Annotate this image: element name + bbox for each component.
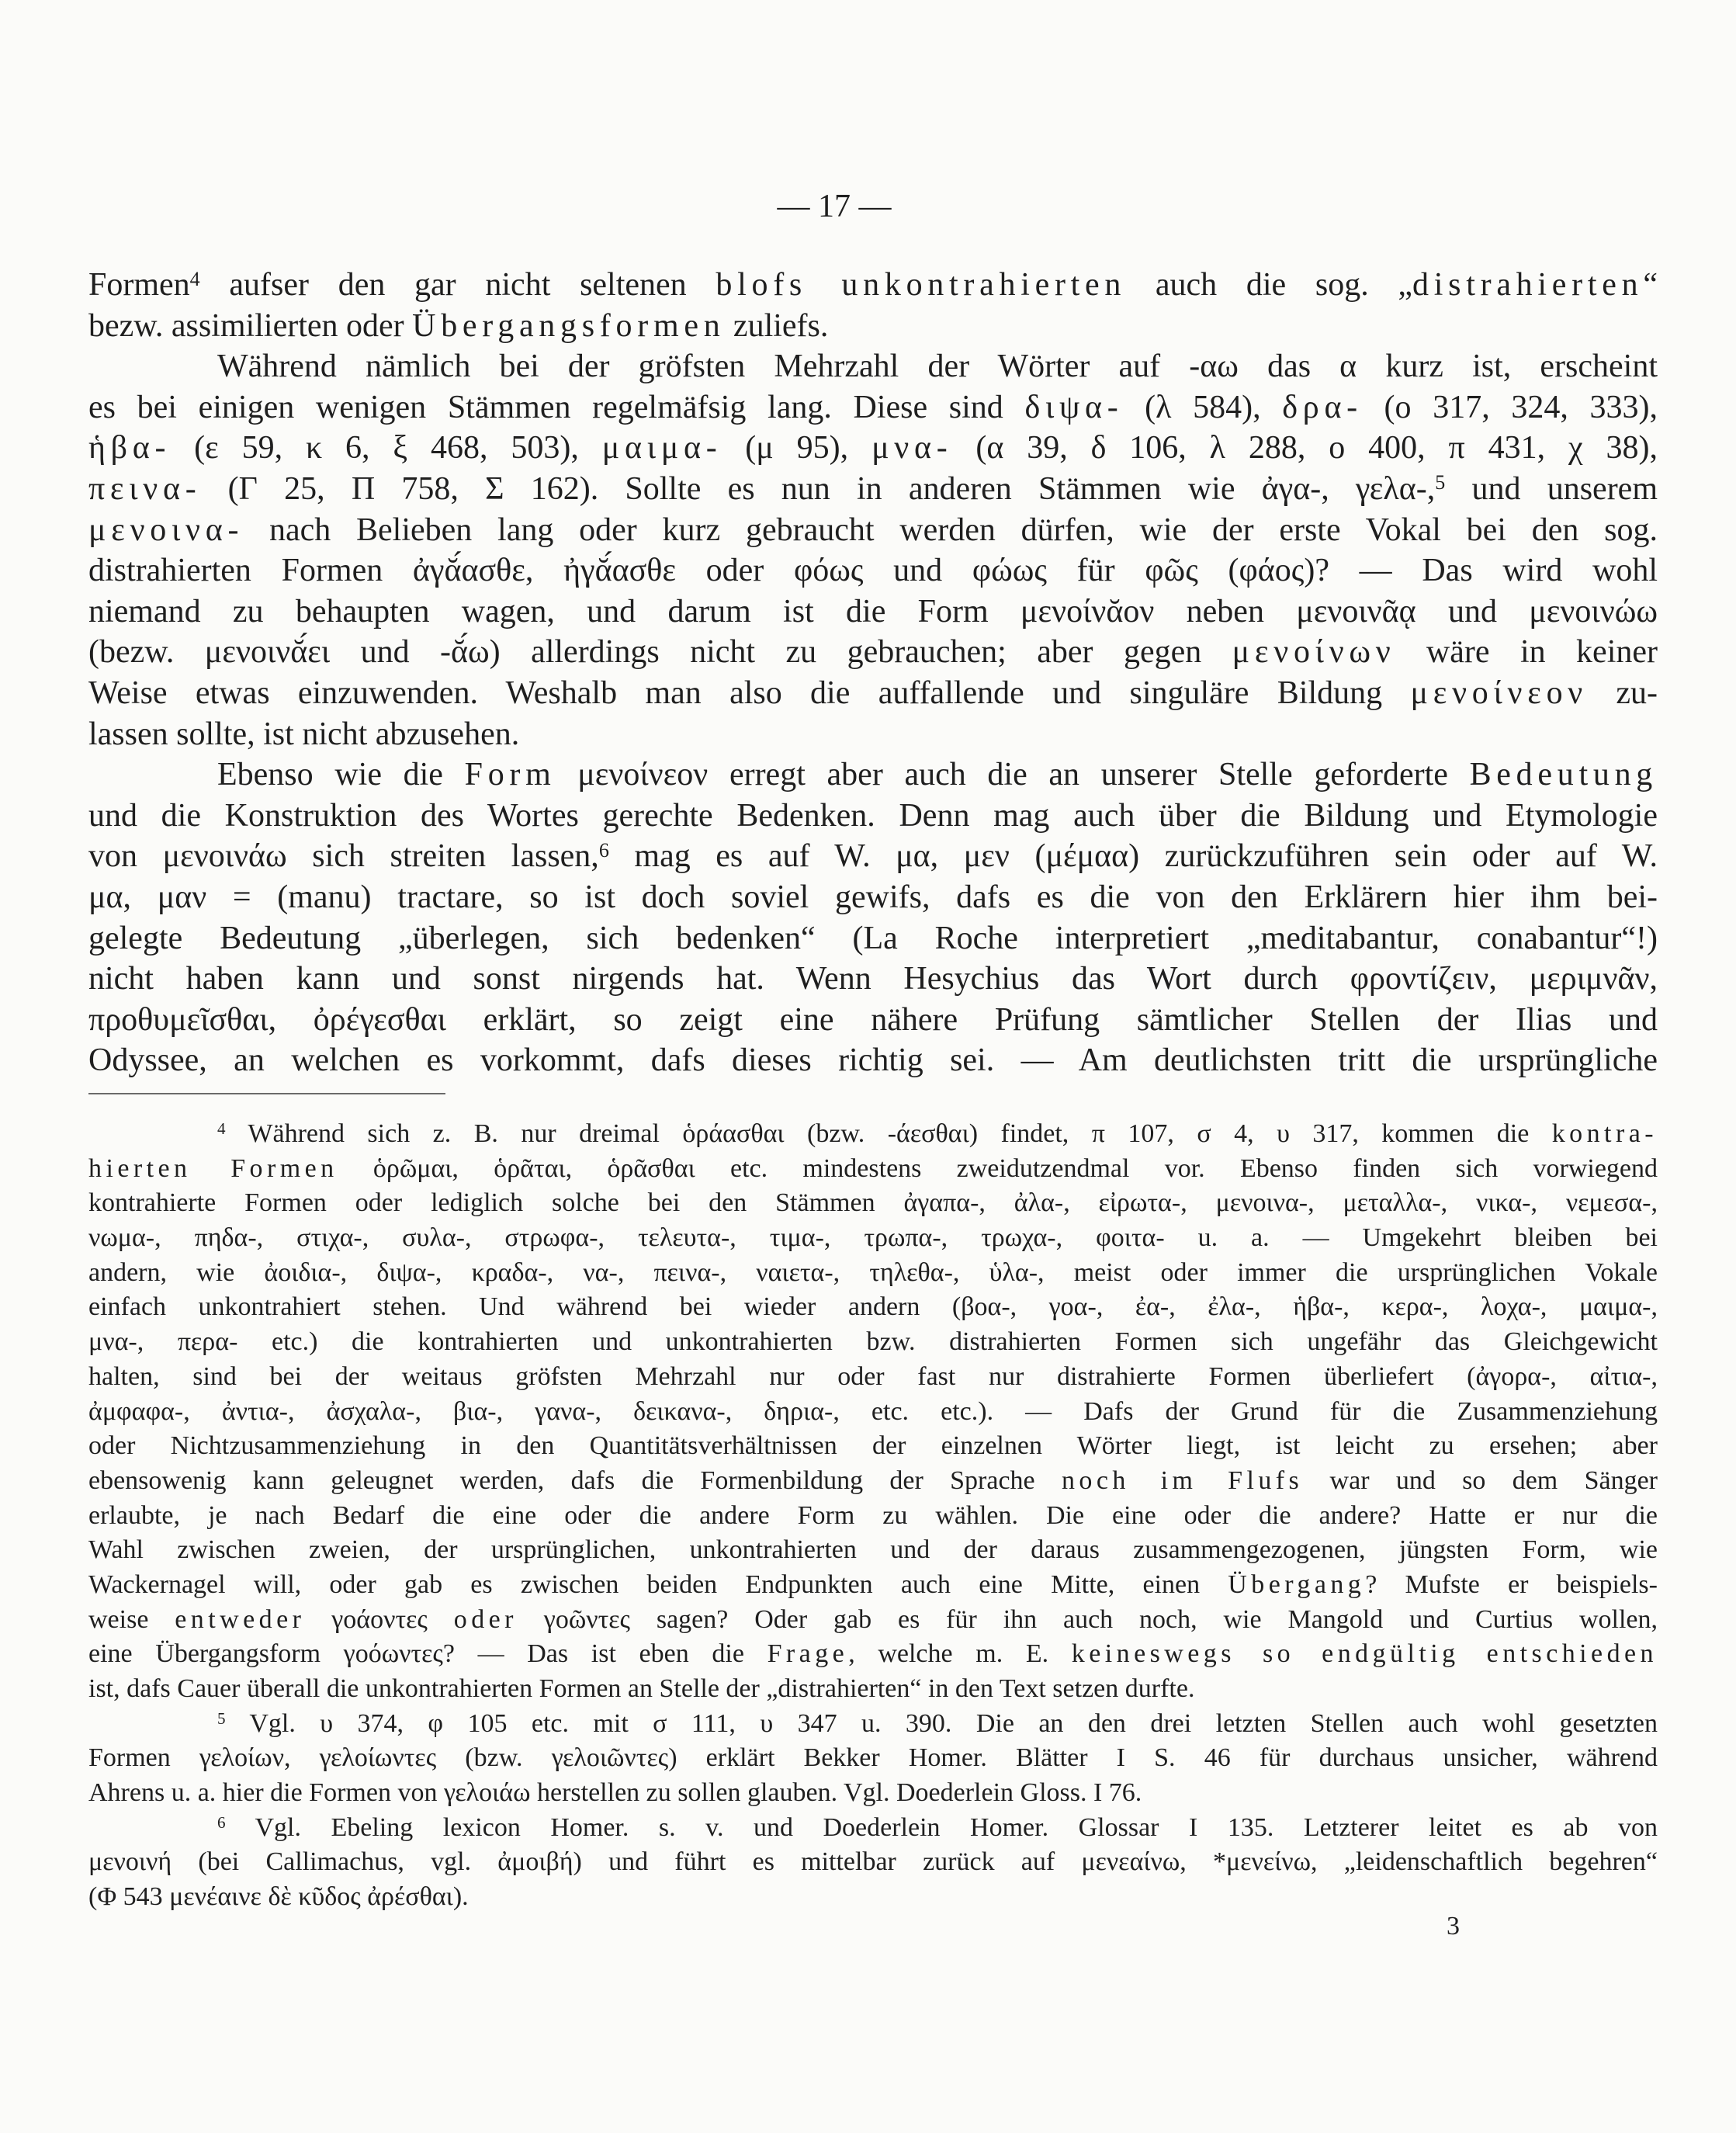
main-paragraph (88, 754, 1658, 1081)
spaced-text-run: μενοινα- (88, 512, 244, 548)
text-run: wäre in keiner (1395, 634, 1658, 671)
text-run: Während sich z. B. nur dreimal ὁράασθαι (bzw. -άεσθαι) findet, π 107, σ 4, υ 317, kommen die (225, 1119, 1552, 1148)
spaced-text-run: μνα- (871, 430, 953, 466)
text-run: Vgl. Ebeling lexicon Homer. s. v. und Doederlein Homer. Glossar I 135. Letzterer leitet es ab von (225, 1812, 1658, 1842)
footnote-line (88, 1256, 1658, 1291)
main-text-line (88, 387, 1658, 428)
text-run: (λ 584), (1123, 389, 1283, 425)
footnote-line (88, 1637, 1658, 1672)
main-text-line (88, 918, 1658, 959)
footnotes (88, 1117, 1658, 1915)
text-run: (ε 59, κ 6, ξ 468, 503), (171, 430, 602, 466)
text-run: niemand zu behaupten wagen, und darum ist die Form μενοίνᾰον neben μενοινᾶᾳ und μενοινώω (88, 593, 1658, 629)
main-text-line (88, 428, 1658, 469)
spaced-text-run: μενοίνεον (1410, 675, 1589, 711)
text-run: Formen γελοίων, γελοίωντες (bzw. γελοιῶντες) erklärt Bekker Homer. Blätter I S. 46 für durchaus unsicher, während (88, 1743, 1658, 1773)
text-run: (Γ 25, Π 758, Σ 162). Sollte es nun in anderen Stämmen wie ἀγα-, γελα-, (201, 470, 1436, 507)
main-text-line (88, 632, 1658, 673)
main-text-line (88, 510, 1658, 551)
main-text-line (88, 714, 1658, 755)
spaced-text-run: πεινα- (88, 470, 202, 507)
spaced-text-run: διψα- (1024, 389, 1124, 425)
footnote-line (88, 1429, 1658, 1464)
main-text-line (88, 673, 1658, 714)
text-run: μενοίνεον erregt aber auch die an unserer Stelle geforderte (556, 757, 1470, 793)
spaced-text-run: Übergang (1228, 1569, 1366, 1599)
footnote-line (88, 1360, 1658, 1395)
spaced-text-run: noch im Flufs (1061, 1465, 1304, 1495)
footnote-line (88, 1186, 1658, 1221)
footnote-line (88, 1568, 1658, 1603)
footnote-line (88, 1533, 1658, 1568)
text-run: Weise etwas einzuwenden. Weshalb man also die auffallende und singuläre Bildung (88, 675, 1411, 711)
main-text-line (88, 306, 1658, 347)
text-run: zu- (1588, 675, 1658, 711)
main-text-line (88, 796, 1658, 837)
main-text-line (88, 1040, 1658, 1081)
text-run: “ (1643, 267, 1658, 303)
spaced-text-run: kontra- (1551, 1119, 1658, 1148)
footnote-marker: 5 (217, 1708, 226, 1728)
main-text-line (88, 591, 1658, 633)
spaced-text-run: entweder (175, 1604, 306, 1634)
footnote-ref: 6 (598, 838, 609, 862)
spaced-text-run: Übergangsformen (412, 307, 726, 344)
spaced-text-run: oder (453, 1604, 518, 1634)
main-text-line (88, 346, 1658, 387)
text-run: Während nämlich bei der gröfsten Mehrzahl der Wörter auf -αω das α kurz ist, erscheint (217, 349, 1658, 385)
text-run: ist, dafs Cauer überall die unkontrahierten Formen an Stelle der „distrahierten“ in den Text setzen durfte. (88, 1674, 1195, 1703)
text-run: es bei einigen wenigen Stämmen regelmäfsig lang. Diese sind (88, 389, 1025, 425)
text-run: war und so dem Sänger (1303, 1465, 1658, 1495)
text-run: eine Übergangsform γοόωντες? — Das ist eben die (88, 1639, 768, 1669)
text-run: Vgl. υ 374, φ 105 etc. mit σ 111, υ 347 u. 390. Die an den drei letzten Stellen auch wohl gesetzten (225, 1708, 1658, 1738)
text-run: Ebenso wie die (217, 757, 465, 793)
text-run: zuliefs. (725, 307, 829, 344)
spaced-text-run: keineswegs so endgültig entschieden (1071, 1639, 1658, 1669)
text-run: Ahrens u. a. hier die Formen von γελοιάω herstellen zu sollen glauben. Vgl. Doederlein Gloss. I 76. (88, 1778, 1142, 1808)
spaced-text-run: δρα- (1282, 389, 1363, 425)
spaced-text-run: blofs unkontrahierten (716, 267, 1127, 303)
footnote-line (88, 1221, 1658, 1256)
page-number-header: — 17 — (777, 189, 892, 224)
footnote-line (88, 1672, 1658, 1707)
spaced-text-run: hierten Formen (88, 1153, 338, 1183)
footnote-line (88, 1741, 1658, 1776)
text-run: ? Mufste er beispiels- (1365, 1569, 1658, 1599)
spaced-text-run: distrahierten (1412, 267, 1644, 303)
text-run: (α 39, δ 106, λ 288, ο 400, π 431, χ 38), (952, 430, 1658, 466)
text-run: Wahl zwischen zweien, der ursprünglichen, unkontrahierten und der daraus zusammengezogenen, jüngsten Form, wie (88, 1535, 1658, 1565)
text-run: und die Konstruktion des Wortes gerechte Bedenken. Denn mag auch über die Bildung und Etymologie (88, 797, 1658, 834)
text-run: ebensowenig kann geleugnet werden, dafs die Formenbildung der Sprache (88, 1465, 1062, 1495)
spaced-text-run: μενοίνων (1232, 634, 1396, 671)
text-run: ἀμφαφα-, ἀντια-, ἀσχαλα-, βια-, γανα-, δεικανα-, δηρια-, etc. etc.). — Dafs der Grund für die Zusammenziehung (88, 1396, 1658, 1426)
text-run: (Φ 543 μενέαινε δὲ κῦδος ἀρέσθαι). (88, 1882, 469, 1912)
text-run: ὁρῶμαι, ὁρᾶται, ὁρᾶσθαι etc. mindestens zweidutzendmal vor. Ebenso finden sich vorwiegend (338, 1153, 1658, 1183)
footnote-line (88, 1395, 1658, 1430)
text-run: kontrahierte Formen oder lediglich solche bei den Stämmen ἀγαπα-, ἀλα-, εἰρωτα-, μενοινα-, μεταλλα-, νικα-, νεμεσα-, (88, 1188, 1658, 1218)
signature-mark: 3 (1447, 1912, 1460, 1941)
footnote-line (88, 1776, 1658, 1811)
text-run: bezw. assimilierten oder (88, 307, 413, 344)
text-run: (bezw. μενοινᾰ́ει und -ᾰ́ω) allerdings nicht zu gebrauchen; aber gegen (88, 634, 1232, 671)
text-run: weise (88, 1604, 175, 1634)
text-run: und unserem (1445, 470, 1658, 507)
footnote-line (88, 1845, 1658, 1880)
main-text-line (88, 754, 1658, 796)
text-run: μενοινή (bei Callimachus, vgl. ἀμοιβή) und führt es mittelbar zurück auf μενεαίνω, *μενείνω, „leidenschaftlich begehren“ (88, 1847, 1658, 1877)
text-run: von μενοινάω sich streiten lassen, (88, 838, 599, 875)
text-run: (ο 317, 324, 333), (1362, 389, 1658, 425)
footnote-line (88, 1325, 1658, 1360)
footnote-line (88, 1811, 1658, 1846)
text-run: erlaubte, je nach Bedarf die eine oder die andere Form zu wählen. Die eine oder die andere? Hatte er nur die (88, 1500, 1658, 1530)
text-run: halten, sind bei der weitaus gröfsten Mehrzahl nur oder fast nur distrahierte Formen überliefert (ἀγορα-, αἰτια-, (88, 1361, 1658, 1391)
text-run: auch die sog. „ (1126, 267, 1413, 303)
footnote-ref: 4 (189, 267, 200, 290)
text-run: γοάοντες (305, 1604, 454, 1634)
text-run: mag es auf W. μα, μεν (μέμαα) zurückzuführen sein oder auf W. (608, 838, 1658, 875)
main-paragraph (88, 265, 1658, 346)
spaced-text-run: μαιμα- (601, 430, 722, 466)
footnote-line (88, 1499, 1658, 1534)
text-run: μα, μαν = (manu) tractare, so ist doch soviel gewifs, dafs es die von den Erklärern hier ihm bei- (88, 879, 1658, 915)
footnote-separator (88, 1093, 445, 1094)
main-text-line (88, 836, 1658, 877)
main-paragraph (88, 346, 1658, 754)
text-run: Formen (88, 267, 190, 303)
footnote (88, 1117, 1658, 1707)
text-run: Wackernagel will, oder gab es zwischen beiden Endpunkten auch eine Mitte, einen (88, 1569, 1228, 1599)
main-text-line (88, 877, 1658, 918)
text-run: γοῶντες sagen? Oder gab es für ihn auch noch, wie Mangold und Curtius wollen, (517, 1604, 1658, 1634)
spaced-text-run: Form (464, 757, 556, 793)
spaced-text-run: ἡβα- (88, 430, 172, 466)
text-run: nach Belieben lang oder kurz gebraucht werden dürfen, wie der erste Vokal bei den sog. (244, 512, 1658, 548)
footnote-line (88, 1603, 1658, 1638)
text-run: προθυμεῖσθαι, ὀρέγεσθαι erklärt, so zeigt eine nähere Prüfung sämtlicher Stellen der Ilias und (88, 1001, 1658, 1038)
main-text-line (88, 265, 1658, 306)
main-text (88, 265, 1658, 1081)
text-run: oder Nichtzusammenziehung in den Quantitätsverhältnissen der einzelnen Wörter liegt, ist leicht zu ersehen; aber (88, 1431, 1658, 1461)
text-run: μνα-, περα- etc.) die kontrahierten und unkontrahierten bzw. distrahierten Formen sich ungefähr das Gleichgewicht (88, 1327, 1658, 1357)
footnote-line (88, 1880, 1658, 1915)
main-text-line (88, 959, 1658, 1000)
spaced-text-run: Frage (767, 1639, 849, 1669)
footnote-marker: 4 (217, 1119, 226, 1138)
text-run: aufser den gar nicht seltenen (199, 267, 716, 303)
footnote-marker: 6 (217, 1812, 226, 1832)
footnote-line (88, 1464, 1658, 1499)
footnote-line (88, 1707, 1658, 1742)
text-run: einfach unkontrahiert stehen. Und während bei wieder andern (βοα-, γοα-, ἐα-, ἐλα-, ἡβα-, κερα-, λοχα-, μαιμα-, (88, 1292, 1658, 1322)
text-run: gelegte Bedeutung „überlegen, sich bedenken“ (La Roche interpretiert „meditabantur, conabantur“!) (88, 920, 1658, 956)
spaced-text-run: Bedeutung (1469, 757, 1658, 793)
footnote (88, 1811, 1658, 1915)
main-text-line (88, 1000, 1658, 1041)
text-run: andern, wie ἀοιδια-, διψα-, κραδα-, να-, πεινα-, ναιετα-, τηλεθα-, ὑλα-, meist oder immer die ursprünglichen Vokale (88, 1257, 1658, 1287)
footnote-line (88, 1152, 1658, 1187)
text-run: νωμα-, πηδα-, στιχα-, συλα-, στρωφα-, τελευτα-, τιμα-, τρωπα-, τρωχα-, φοιτα- u. a. — Umgekehrt bleiben bei (88, 1223, 1658, 1253)
text-run: lassen sollte, ist nicht abzusehen. (88, 716, 520, 752)
main-text-line (88, 469, 1658, 510)
footnote-line (88, 1290, 1658, 1325)
text-run: (μ 95), (722, 430, 872, 466)
text-run: distrahierten Formen ἀγᾰ́ασθε, ἠγᾰ́ασθε oder φόως und φώως für φῶς (φάος)? — Das wird wohl (88, 553, 1658, 589)
footnote-line (88, 1117, 1658, 1152)
text-run: , welche m. E. (848, 1639, 1072, 1669)
footnote-ref: 5 (1435, 471, 1446, 494)
main-text-line (88, 550, 1658, 591)
text-run: Odyssee, an welchen es vorkommt, dafs dieses richtig sei. — Am deutlichsten tritt die ursprüngliche (88, 1042, 1658, 1079)
text-run: nicht haben kann und sonst nirgends hat. Wenn Hesychius das Wort durch φροντίζειν, μεριμνᾶν, (88, 961, 1658, 997)
footnote (88, 1707, 1658, 1811)
